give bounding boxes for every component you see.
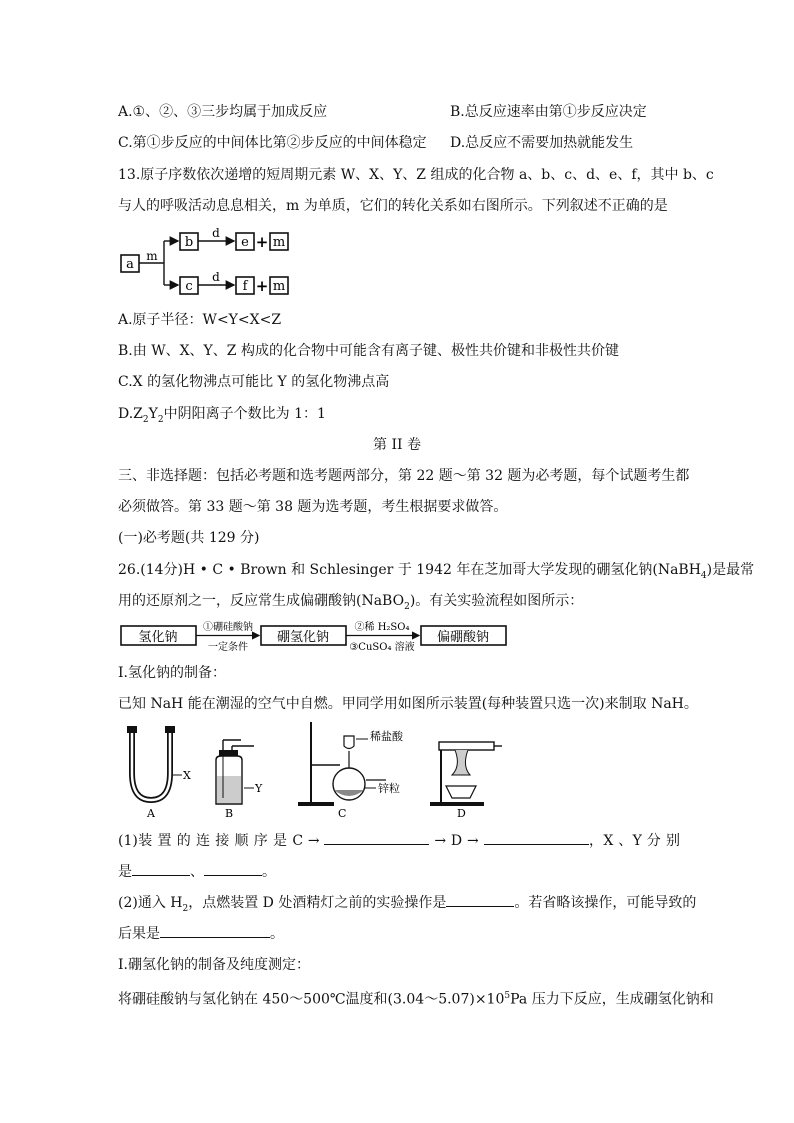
node-m-label-bottom: m (272, 279, 286, 294)
q12-option-c: C.第①步反应的中间体比第②步反应的中间体稳定 (118, 135, 427, 151)
answer-blank-operation[interactable] (446, 892, 514, 907)
flow-step2-top: ②稀 H₂SO₄ (354, 622, 410, 633)
q26-section2-title: I.硼氢化钠的制备及纯度测定： (118, 957, 310, 973)
part2-intro-line1: 三、非选择题：包括必考题和选考题两部分，第 22 题～第 32 题为必考题，每个试题考生都 (118, 468, 690, 484)
q13-stem-line1: 13.原子序数依次递增的短周期元素 W、X、Y、Z 组成的化合物 a、b、c、d、e、f，其中 b、c (118, 167, 714, 183)
answer-blank-consequence[interactable] (160, 923, 270, 938)
q12-option-d: D.总反应不需要加热就能发生 (450, 135, 634, 151)
q26-part2-line2: 后果是 。 (118, 923, 284, 944)
flow-box1-label: 氢化钠 (138, 630, 178, 645)
q26-section2-text: 将硼硅酸钠与氢化钠在 450～500℃温度和$(3.04\sim 5.07)\times 10^5Pa$ 压力下反应，生成硼氢化钠和 (118, 991, 714, 1008)
flow-step1-top: ①硼硅酸钠 (203, 622, 253, 633)
q26-apparatus-figure (118, 718, 518, 820)
q26-stem-line2: 用的还原剂之一，反应常生成偏硼酸钠(NaBO$_2$)。有关实验流程如图所示： (118, 593, 584, 612)
q26-part2-line1: (2)通入 $H_2$，点燃装置 D 处酒精灯之前的实验操作是 。若省略该操作，可能导致的 (118, 892, 696, 919)
q13-option-a: A.原子半径：W<Y<X<Z (118, 312, 282, 328)
label-b: B (225, 807, 234, 820)
q26-flow-chart (118, 616, 518, 656)
arrow-m-label: m (146, 249, 158, 263)
q26-part1-line1: (1)装 置 的 连 接 顺 序 是 C → → D → ，X 、Y 分 别 (118, 830, 680, 851)
apparatus-c-gas-generator (298, 722, 404, 820)
q26-stem-line1: 26.(14分)H • C • Brown 和 Schlesinger 于 1942 年在芝加哥大学发现的硼氢化钠(NaBH$_4$)是最常 (118, 562, 755, 581)
q13-option-b: B.由 W、X、Y、Z 构成的化合物中可能含有离子键、极性共价键和非极性共价键 (118, 343, 619, 359)
node-b-label: b (184, 235, 194, 250)
plus-sign-top: + (255, 233, 269, 251)
q13-option-d: $D.Z_2Y_2$中阴阳离子个数比为 1：1 (118, 406, 326, 425)
apparatus-a-u-tube (127, 726, 191, 820)
q13-transformation-diagram (110, 225, 300, 300)
part2-intro-line2: 必须做答。第 33 题～第 38 题为选考题，考生根据要求做答。 (118, 499, 508, 515)
node-a-label: a (126, 257, 134, 272)
arrow-d-label-top: d (212, 226, 220, 240)
node-f-label: f (242, 279, 248, 294)
flow-step2-bottom: ③CuSO₄ 溶液 (349, 642, 415, 653)
flow-box3-label: 偏硼酸钠 (436, 630, 490, 645)
q26-part1-line2: 是 、 。 (118, 861, 276, 882)
label-zinc-granules: 锌粒 (378, 782, 400, 795)
flow-box2-label: 硼氢化钠 (276, 630, 330, 645)
answer-blank-x[interactable] (132, 861, 190, 876)
q13-stem-line2: 与人的呼吸活动息息相关，m 为单质，它们的转化关系如右图所示。下列叙述不正确的是 (118, 198, 668, 214)
label-c: C (338, 807, 347, 820)
label-dilute-hcl: 稀盐酸 (370, 730, 403, 743)
plus-sign-bottom: + (255, 277, 269, 295)
q26-section1-title: I.氢化钠的制备： (118, 665, 226, 681)
flow-step1-bottom: 一定条件 (208, 642, 248, 653)
q12-option-b: B.总反应速率由第①步反应决定 (450, 104, 647, 120)
node-m-label-top: m (272, 235, 286, 250)
label-y: Y (255, 782, 263, 795)
arrow-d-label-bottom: d (212, 270, 220, 284)
node-e-label: e (241, 235, 249, 250)
label-a: A (147, 807, 155, 820)
part2-title: 第 II 卷 (373, 437, 421, 453)
answer-blank-y[interactable] (204, 861, 262, 876)
node-c-label: c (185, 279, 193, 294)
label-x: X (183, 769, 191, 782)
apparatus-b-wash-bottle (216, 740, 263, 820)
required-section-title: (一)必考题(共 129 分) (118, 530, 260, 546)
q26-section1-text: 已知 NaH 能在潮湿的空气中自燃。甲同学用如图所示装置(每种装置只选一次)来制取 NaH。 (118, 696, 698, 712)
label-d: D (457, 807, 466, 820)
q12-option-a: A.①、②、③三步均属于加成反应 (118, 104, 328, 120)
q13-option-c: C.X 的氢化物沸点可能比 Y 的氢化物沸点高 (118, 374, 390, 390)
apparatus-d-heated-tube (430, 742, 502, 820)
